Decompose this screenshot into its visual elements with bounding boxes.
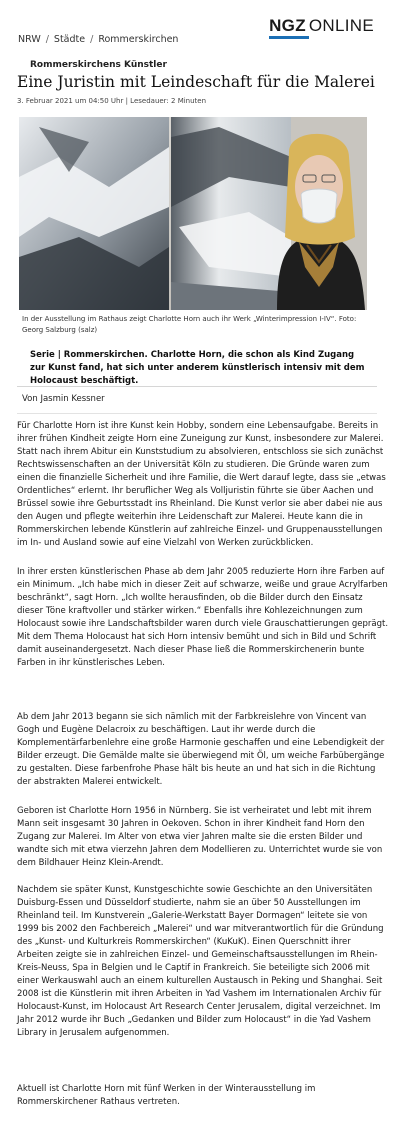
breadcrumb-separator: / bbox=[45, 34, 49, 45]
logo-suffix: ONLINE bbox=[308, 16, 374, 35]
site-logo[interactable] bbox=[269, 16, 374, 38]
divider bbox=[17, 386, 377, 387]
breadcrumb bbox=[18, 34, 178, 45]
body-paragraph: Geboren ist Charlotte Horn 1956 in Nürnberg. Sie ist verheiratet und lebt mit ihrem Mann seit insgesamt 30 Jahren in Oekoven. Schon in ihrer Kindheit fand Horn den Zugang zur Malerei. Im Alter von etwa vier Jahren malte sie die ersten Bilder und wandte sich mit etwa vierzehn Jahren dem Modellieren zu. Unterrichtet wurde sie von dem Bildhauer Heinz Klein-Arendt. bbox=[17, 806, 383, 868]
photo-caption: In der Ausstellung im Rathaus zeigt Charlotte Horn auch ihr Werk „Winterimpression I-IV“. Foto: Georg Salzburg (salz) bbox=[22, 315, 357, 334]
breadcrumb-nrw[interactable]: NRW bbox=[18, 34, 41, 45]
article-meta: 3. Februar 2021 um 04:50 Uhr | Lesedauer: 2 Minuten bbox=[17, 97, 207, 105]
article-photo[interactable] bbox=[19, 117, 367, 310]
divider bbox=[17, 413, 377, 414]
body-paragraph: Für Charlotte Horn ist ihre Kunst kein Hobby, sondern eine Lebensaufgabe. Bereits in ihrer frühen Kindheit zeigte Horn eine Zuneigung zur Kunst, insbesondere zur Malerei. Statt nach ihrem Abitur ein Kunststudium zu absolvieren, entschloss sie sich zunächst Rechtswissenschaften an der Universität Köln zu studieren. Die Gründe waren zum einen die finanzielle Sicherheit und ihre Familie, die Wert darauf legte, dass sie „etwas Ordentliches“ erlernt. Ihr beruflicher Weg als Volljuristin führte sie über Aachen und Brüssel sowie ihre Geburtsstadt ins Rheinland. Die Kunst verlor sie aber dabei nie aus den Augen und pflegte weiterhin ihre Leidenschaft zur Malerei. Heute kann die in Rommerskirchen lebende Künstlerin auf zahlreiche Einzel- und Gruppenausstellungen im In- und Ausland sowie auf eine Vielzahl von Werken zurückblicken. bbox=[17, 421, 386, 548]
logo-mark: NGZ bbox=[269, 16, 306, 35]
breadcrumb-staedte[interactable]: Städte bbox=[53, 34, 86, 45]
breadcrumb-separator: / bbox=[90, 34, 94, 45]
article-title: Eine Juristin mit Leindeschaft für die Malerei bbox=[17, 73, 375, 91]
photo-illustration bbox=[19, 117, 367, 310]
article-lead: Serie | Rommerskirchen. Charlotte Horn, die schon als Kind Zugang zur Kunst fand, hat sich unter anderem künstlerisch intensiv mit dem Holocaust beschäftigt. bbox=[30, 350, 365, 386]
article-kicker: Rommerskirchens Künstler bbox=[30, 60, 167, 70]
body-paragraph: Aktuell ist Charlotte Horn mit fünf Werken in der Winterausstellung im Rommerskirchener Rathaus vertreten. bbox=[17, 1084, 316, 1107]
body-paragraph: In ihrer ersten künstlerischen Phase ab dem Jahr 2005 reduzierte Horn ihre Farben auf ein Minimum. „Ich habe mich in dieser Zeit auf schwarze, weiße und graue Acrylfarben beschränkt“, sagt Horn. „Ich wollte herausfinden, ob die Bilder durch den Einsatz dieser Töne kraftvoller und stärker wirken.“ Ebenfalls ihre Kohlezeichnungen zum Holocaust sowie ihre Landschaftsbilder waren durch viele Grauschattierungen geprägt. Mit dem Thema Holocaust hat sich Horn intensiv bemüht und sich in Bild und Schrift damit auseinandergesetzt. Nach dieser Phase ließ die Rommerskirchenerin bunte Farben in ihr künstlerisches Leben. bbox=[17, 567, 389, 668]
breadcrumb-rommerskirchen[interactable]: Rommerskirchen bbox=[98, 34, 179, 45]
body-paragraph: Ab dem Jahr 2013 begann sie sich nämlich mit der Farbkreislehre von Vincent van Gogh und Eugène Delacroix zu beschäftigen. Laut ihr werde durch die Komplementärfarbenlehre eine große Harmonie geschaffen und eine Lebendigkeit der Bilder erzeugt. Die Gemälde malte sie überwiegend mit Öl, um weiche Farbübergänge zu gestalten. Diese farbenfrohe Phase hält bis heute an und hat sich in die Richtung der abstrakten Malerei entwickelt. bbox=[17, 712, 385, 787]
body-paragraph: Nachdem sie später Kunst, Kunstgeschichte sowie Geschichte an den Universitäten Duisburg-Essen und Düsseldorf studierte, nahm sie an über 50 Ausstellungen im Rheinland teil. Im Kunstverein „Galerie-Werkstatt Bayer Dormagen“ leitete sie von 1999 bis 2002 den Fachbereich „Malerei“ und war mitverantwortlich für die Gründung des „Kunst- und Kulturkreis Rommerskirchen“ (KuKuK). Einen Querschnitt ihrer Arbeiten zeigte sie in zahlreichen Einzel- und Gemeinschaftsausstellungen im Rhein-Kreis-Neuss, Spa in Belgien und le Captif in Frankreich. Sie beteiligte sich 2006 mit einer Werkauswahl auch an einem kulturellen Austausch in Peking und Shanghai. Seit 2008 ist die Künstlerin mit ihren Arbeiten in Yad Vashem im Internationalen Archiv für Holocaust-Kunst, im Holocaust Art Research Center Jerusalem, digital verzeichnet. Im Jahr 2012 wurde ihr Buch „Gedanken und Bilder zum Holocaust“ in die Yad Vashem Library in Jerusalem aufgenommen. bbox=[17, 885, 384, 1038]
article-author: Von Jasmin Kessner bbox=[22, 394, 105, 404]
